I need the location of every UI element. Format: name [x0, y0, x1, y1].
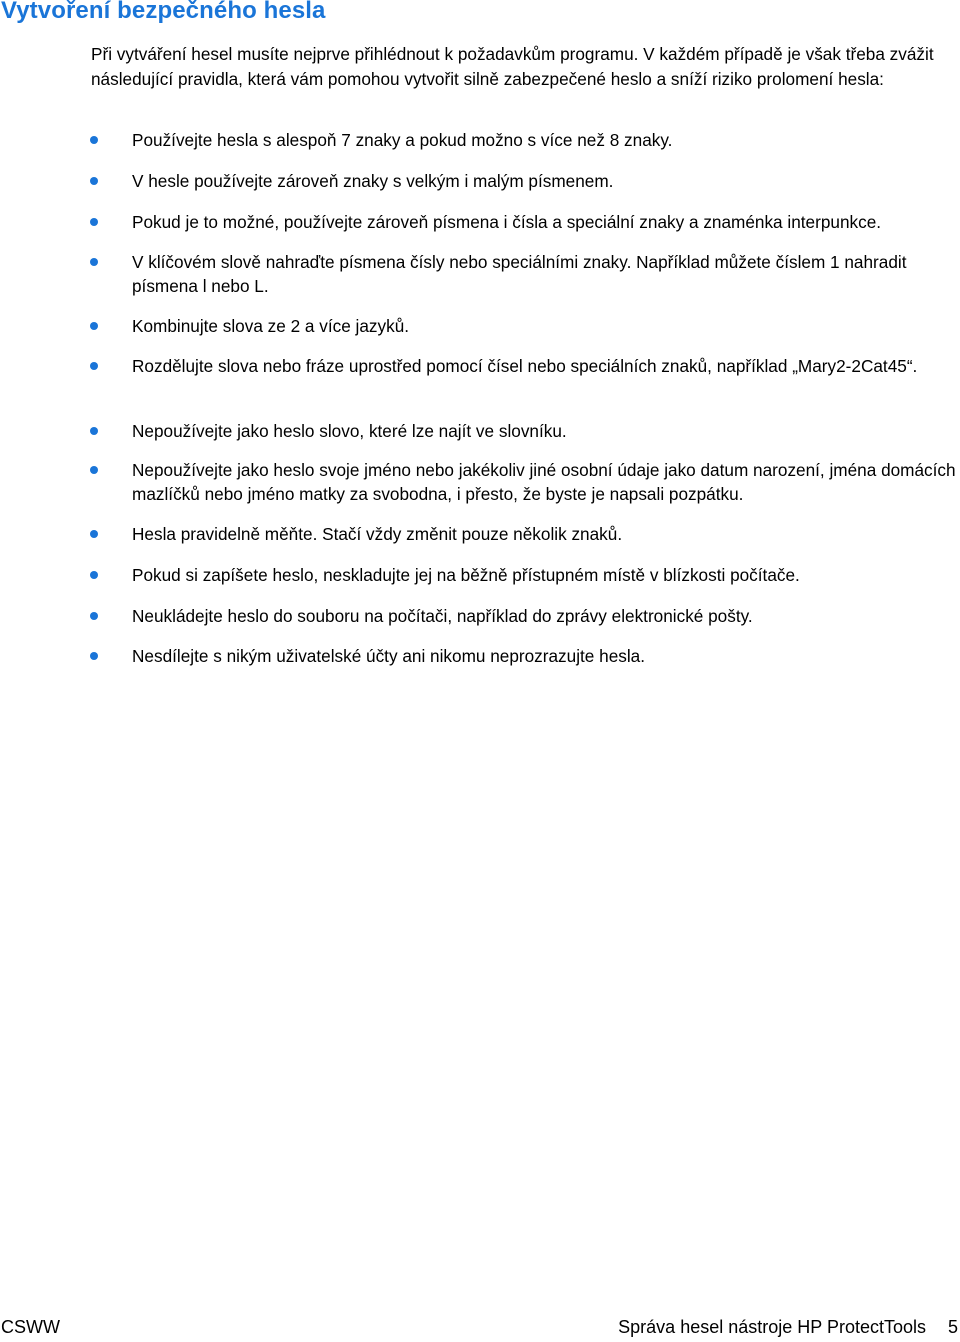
list-item — [132, 644, 959, 668]
page-title: Vytvoření bezpečného hesla — [1, 0, 326, 24]
bullet-dot-icon — [90, 530, 98, 538]
list-item-text: Neukládejte heslo do souboru na počítači, například do zprávy elektronické pošty. — [132, 606, 753, 626]
bullet-dot-icon — [90, 427, 98, 435]
list-item — [132, 419, 959, 443]
list-item-text: Nesdílejte s nikým uživatelské účty ani nikomu neprozrazujte hesla. — [132, 646, 645, 666]
list-item-text: V hesle používejte zároveň znaky s velkým i malým písmenem. — [132, 171, 614, 191]
bullet-dot-icon — [90, 218, 98, 226]
list-item — [132, 128, 959, 152]
bullet-dot-icon — [90, 571, 98, 579]
bullet-dot-icon — [90, 652, 98, 660]
footer-section-title: Správa hesel nástroje HP ProtectTools — [618, 1317, 926, 1337]
bullet-dot-icon — [90, 177, 98, 185]
bullet-dot-icon — [90, 466, 98, 474]
list-item-text: Nepoužívejte jako heslo slovo, které lze najít ve slovníku. — [132, 421, 567, 441]
list-item — [132, 314, 959, 338]
list-item — [132, 563, 959, 587]
footer-left-text: CSWW — [1, 1317, 60, 1337]
footer-right — [618, 1317, 958, 1338]
list-item-text: Používejte hesla s alespoň 7 znaky a pokud možno s více než 8 znaky. — [132, 130, 673, 150]
bullet-dot-icon — [90, 322, 98, 330]
bullet-dot-icon — [90, 612, 98, 620]
list-item — [132, 250, 959, 298]
list-item-text: Rozdělujte slova nebo fráze uprostřed pomocí čísel nebo speciálních znaků, například „Mary2-2Cat45“. — [132, 356, 918, 376]
list-item — [132, 522, 959, 546]
list-item — [132, 458, 959, 506]
list-item-text: Nepoužívejte jako heslo svoje jméno nebo jakékoliv jiné osobní údaje jako datum narození, jména domácích mazlíčků nebo jméno matky za svobodna, i přesto, že byste je napsali pozpátku. — [132, 460, 956, 504]
bullet-dot-icon — [90, 258, 98, 266]
list-item — [132, 210, 959, 234]
bullet-dot-icon — [90, 362, 98, 370]
list-item-text: Hesla pravidelně měňte. Stačí vždy změnit pouze několik znaků. — [132, 524, 623, 544]
bullet-dot-icon — [90, 136, 98, 144]
list-item — [132, 604, 959, 628]
intro-paragraph: Při vytváření hesel musíte nejprve přihlédnout k požadavkům programu. V každém případě je však třeba zvážit následující pravidla, která vám pomohou vytvořit silně zabezpečené heslo a sníží riziko prolomení hesla: — [91, 44, 934, 89]
list-item — [132, 169, 959, 193]
list-item-text: Pokud je to možné, používejte zároveň písmena i čísla a speciální znaky a znaménka interpunkce. — [132, 212, 882, 232]
list-item — [132, 354, 959, 378]
page-number: 5 — [947, 1317, 958, 1337]
list-item-text: V klíčovém slově nahraďte písmena čísly nebo speciálními znaky. Například můžete číslem 1 nahradit písmena l nebo L. — [132, 252, 907, 296]
list-item-text: Kombinujte slova ze 2 a více jazyků. — [132, 316, 410, 336]
list-item-text: Pokud si zapíšete heslo, neskladujte jej na běžně přístupném místě v blízkosti počítače. — [132, 565, 800, 585]
